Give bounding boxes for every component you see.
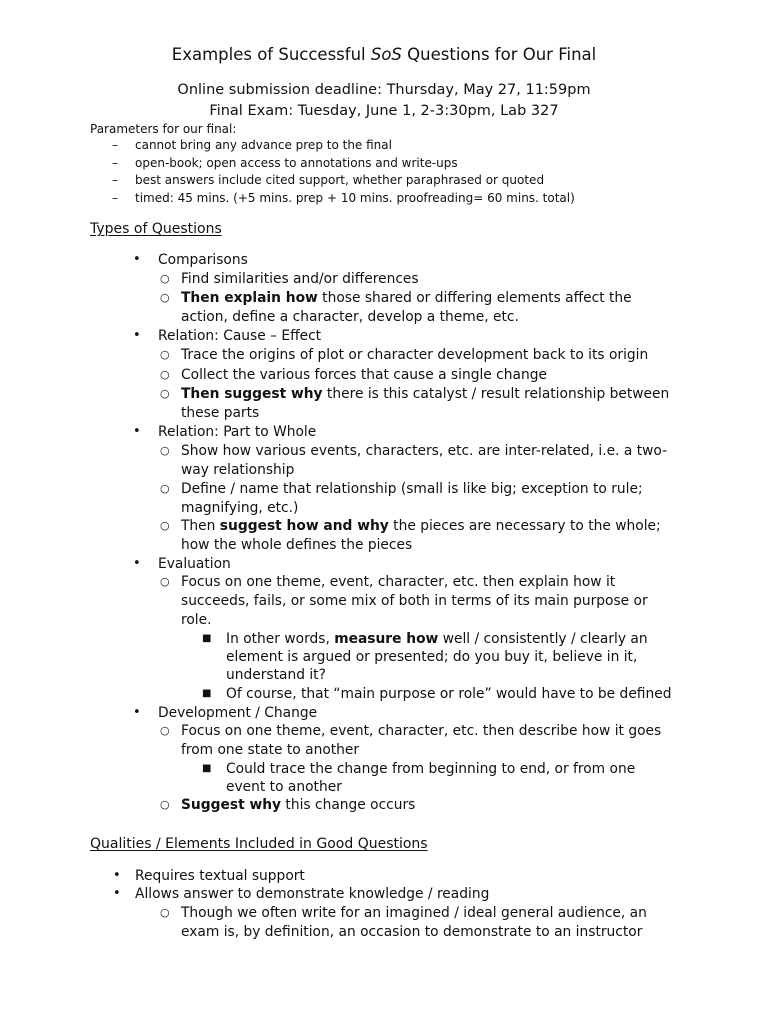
list-item-continuation: role.	[181, 612, 212, 628]
list-item-comparisons: Comparisons	[158, 252, 248, 268]
square-marker: ■	[202, 763, 212, 774]
parameters-label: Parameters for our final:	[90, 122, 237, 136]
list-item: Define / name that relationship (small is like big; exception to rule;	[181, 481, 643, 497]
circle-marker: ○	[160, 444, 170, 457]
sos-italic: SoS	[370, 45, 402, 64]
types-of-questions-heading: Types of Questions	[90, 221, 222, 237]
parameter-item: – best answers include cited support, whether paraphrased or quoted	[90, 172, 575, 190]
list-item: Then suggest why there is this catalyst / result relationship between	[181, 386, 670, 402]
list-item-continuation: exam is, by definition, an occasion to demonstrate to an instructor	[181, 924, 643, 940]
list-item: Could trace the change from beginning to end, or from one	[226, 761, 636, 777]
list-item-development-change: Development / Change	[158, 705, 318, 721]
bullet-marker: •	[133, 556, 141, 571]
list-item: Then explain how those shared or differing elements affect the	[181, 290, 632, 306]
circle-marker: ○	[160, 798, 170, 811]
list-item-continuation: understand it?	[226, 667, 326, 683]
list-item-continuation: magnifying, etc.)	[181, 500, 299, 516]
list-item-continuation: these parts	[181, 405, 260, 421]
list-item: In other words, measure how well / consistently / clearly an	[226, 631, 648, 647]
square-marker: ■	[202, 633, 212, 644]
list-item: Of course, that “main purpose or role” would have to be defined	[226, 686, 672, 702]
parameter-item: – open-book; open access to annotations and write-ups	[90, 155, 575, 173]
circle-marker: ○	[160, 272, 170, 285]
list-item: Focus on one theme, event, character, etc. then explain how it	[181, 574, 616, 590]
qualities-heading: Qualities / Elements Included in Good Questions	[90, 836, 428, 852]
circle-marker: ○	[160, 906, 170, 919]
circle-marker: ○	[160, 519, 170, 532]
list-item-continuation: element is argued or presented; do you buy it, believe in it,	[226, 649, 638, 665]
list-item-part-to-whole: Relation: Part to Whole	[158, 424, 317, 440]
list-item-continuation: way relationship	[181, 462, 295, 478]
submission-deadline: Online submission deadline: Thursday, May 27, 11:59pm	[177, 82, 591, 98]
list-item: Then suggest how and why the pieces are necessary to the whole;	[181, 518, 661, 534]
list-item-evaluation: Evaluation	[158, 556, 231, 572]
dash-marker: –	[112, 155, 118, 170]
dash-marker: –	[112, 173, 118, 188]
list-item-continuation: succeeds, fails, or some mix of both in terms of its main purpose or	[181, 593, 648, 609]
circle-marker: ○	[160, 387, 170, 400]
parameter-item: – cannot bring any advance prep to the final	[90, 137, 575, 155]
document-title: Examples of Successful SoS Questions for Our Final	[171, 45, 597, 64]
bullet-marker: •	[113, 868, 121, 883]
circle-marker: ○	[160, 348, 170, 361]
list-item: Allows answer to demonstrate knowledge / reading	[135, 886, 490, 902]
dash-marker: –	[112, 191, 118, 206]
list-item-continuation: from one state to another	[181, 742, 360, 758]
parameter-item: – timed: 45 mins. (+5 mins. prep + 10 mins. proofreading= 60 mins. total)	[90, 190, 575, 208]
bullet-marker: •	[133, 328, 141, 343]
circle-marker: ○	[160, 291, 170, 304]
list-item: Show how various events, characters, etc. are inter-related, i.e. a two-	[181, 443, 668, 459]
parameters-list	[90, 137, 575, 208]
list-item-cause-effect: Relation: Cause – Effect	[158, 328, 322, 344]
list-item-continuation: action, define a character, develop a theme, etc.	[181, 309, 519, 325]
list-item: Suggest why this change occurs	[181, 797, 416, 813]
list-item: Find similarities and/or differences	[181, 271, 419, 287]
list-item-continuation: event to another	[226, 779, 342, 795]
circle-marker: ○	[160, 724, 170, 737]
square-marker: ■	[202, 688, 212, 699]
circle-marker: ○	[160, 482, 170, 495]
list-item-continuation: how the whole defines the pieces	[181, 537, 413, 553]
list-item: Collect the various forces that cause a single change	[181, 367, 547, 383]
list-item: Requires textual support	[135, 868, 305, 884]
dash-marker: –	[112, 138, 118, 152]
circle-marker: ○	[160, 575, 170, 588]
list-item: Though we often write for an imagined / ideal general audience, an	[181, 905, 647, 921]
list-item: Trace the origins of plot or character development back to its origin	[181, 347, 649, 363]
circle-marker: ○	[160, 368, 170, 381]
bullet-marker: •	[133, 424, 141, 439]
list-item: Focus on one theme, event, character, etc. then describe how it goes	[181, 723, 662, 739]
final-exam-info: Final Exam: Tuesday, June 1, 2-3:30pm, Lab 327	[209, 103, 559, 119]
bullet-marker: •	[133, 252, 141, 267]
bullet-marker: •	[113, 886, 121, 901]
bullet-marker: •	[133, 705, 141, 720]
